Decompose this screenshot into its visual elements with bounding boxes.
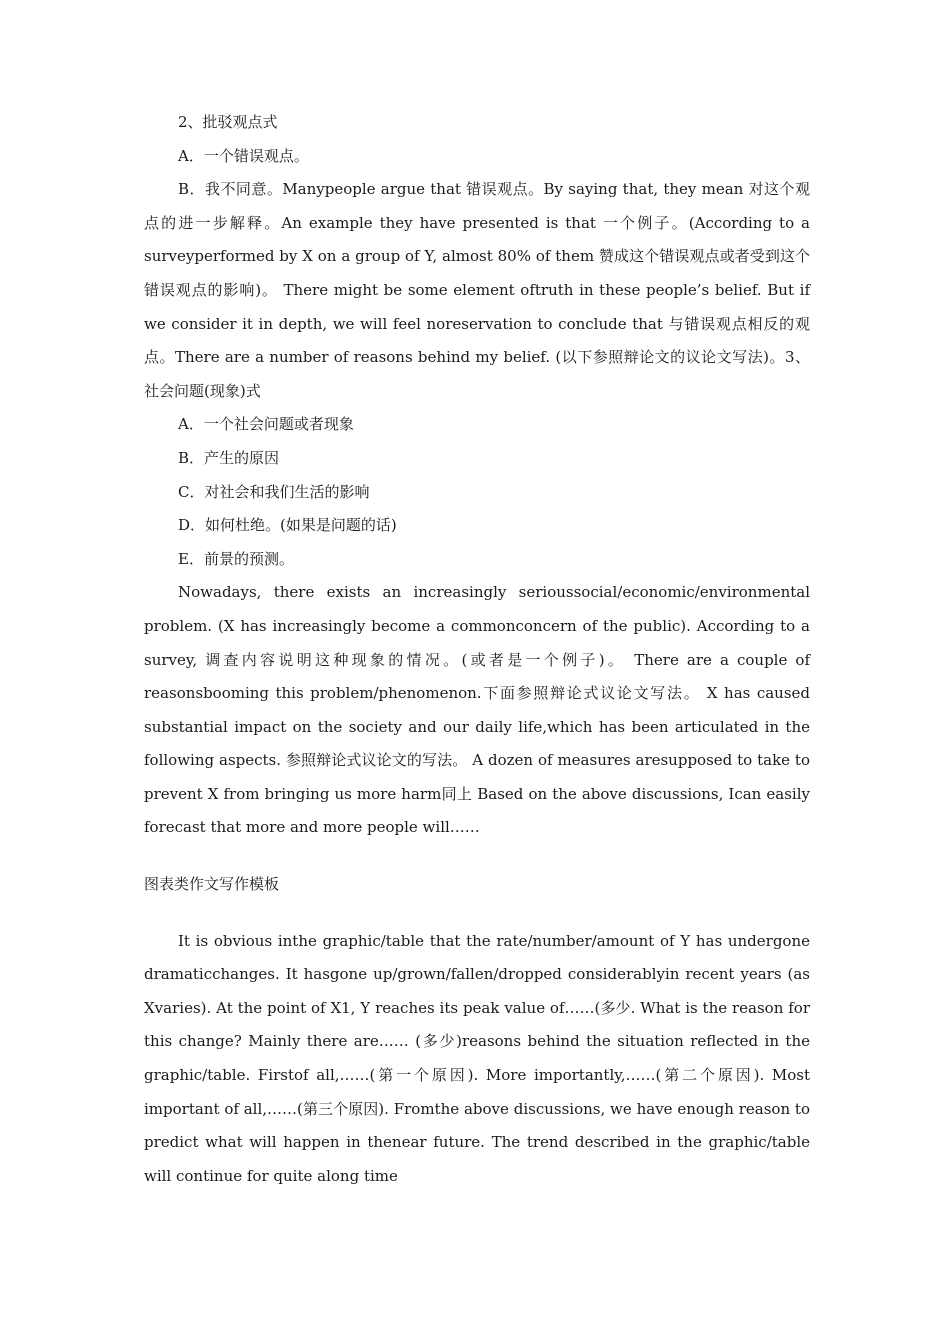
refute-paragraph: B．我不同意。Manypeople argue that 错误观点。By saying that, they mean 对这个观点的进一步解释。An example they have presented is that 一个例子。(According to a surveyperformed by X on a group of Y, almost 80% of them 赞成这个错误观点或者受到这个错误观点的影响)。 There might be some element oftruth in these people’s belief. But if we consider it in depth, we will feel noreservation to conclude that 与错误观点相反的观点。There are a number of reasons behind my belief. (以下参照辩论文的议论文写法)。3、社会问题(现象)式 — [144, 180, 810, 400]
section-title-refute: 2、批驳观点式 — [178, 113, 278, 131]
chart-essay-paragraph: It is obvious inthe graphic/table that the rate/number/amount of Y has undergone dramaticchanges. It hasgone up/grown/fallen/dropped considerablyin recent years (as Xvaries). At the point of X1, Y reaches its peak value of……(多少. What is the reason for this change? Mainly there are…… (多少)reasons behind the situation reflected in the graphic/table. Firstof all,……(第一个原因). More importantly,……(第二个原因). Most important of all,……(第三个原因). Fromthe above discussions, we have enough reason to predict what will happen in thenear future. The trend described in the graphic/table will continue for quite along time — [144, 931, 810, 1185]
document-body — [144, 106, 810, 1193]
chart-essay-heading: 图表类作文写作模板 — [144, 875, 280, 894]
social-paragraph: Nowadays, there exists an increasingly serioussocial/economic/environmental problem. (X has increasingly become a commonconcern of the public). According to a survey, 调查内容说明这种现象的情况。(或者是一个例子)。 There are a couple of reasonsbooming this problem/phenomenon.下面参照辩论式议论文写法。 X has caused substantial impact on the society and our daily life,which has been articulated in the following aspects. 参照辩论式议论文的写法。 A dozen of measures aresupposed to take to prevent X from bringing us more harm同上 Based on the above discussions, Ican easily forecast that more and more people will…… — [144, 583, 810, 837]
social-item-b: B．产生的原因 — [178, 448, 280, 467]
outline-item-a: A．一个错误观点。 — [178, 146, 309, 165]
social-item-d: D．如何杜绝。(如果是问题的话) — [178, 516, 397, 535]
social-item-c: C．对社会和我们生活的影响 — [178, 482, 370, 501]
social-item-a: A．一个社会问题或者现象 — [178, 415, 354, 434]
social-item-e: E．前景的预测。 — [178, 549, 294, 568]
